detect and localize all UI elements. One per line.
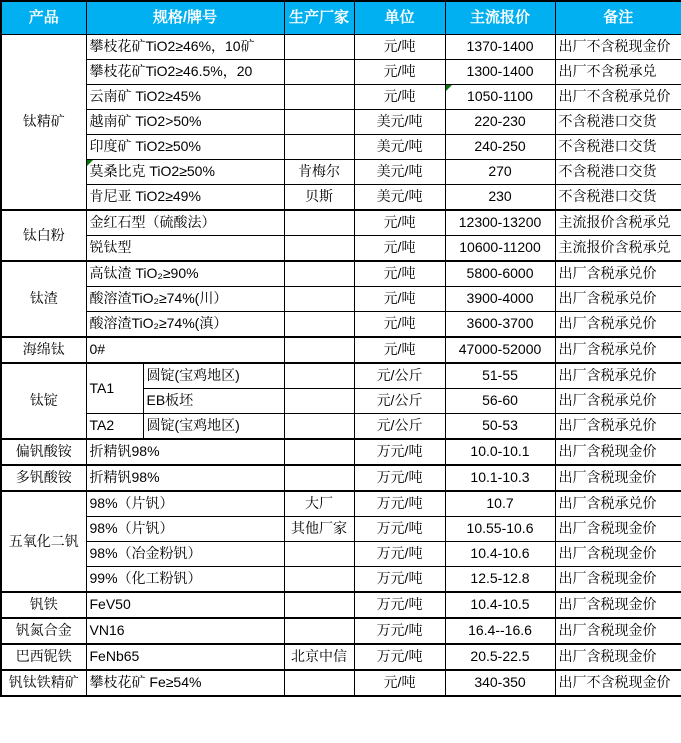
unit-cell: 元/吨 (354, 60, 445, 85)
unit-cell: 万元/吨 (354, 465, 445, 491)
manufacturer-cell (284, 236, 354, 262)
price-cell: 10.7 (445, 491, 555, 517)
price-cell: 1370-1400 (445, 35, 555, 60)
product-cell: 钒铁 (1, 592, 86, 618)
price-cell: 240-250 (445, 135, 555, 160)
manufacturer-cell (284, 542, 354, 567)
note-cell: 出厂含税承兑价 (555, 491, 681, 517)
note-cell: 出厂含税现金价 (555, 592, 681, 618)
price-cell: 230 (445, 185, 555, 211)
price-cell: 20.5-22.5 (445, 644, 555, 670)
table-row (1, 644, 681, 670)
unit-cell: 元/公斤 (354, 389, 445, 414)
note-cell: 不含税港口交货 (555, 135, 681, 160)
table-row (1, 517, 681, 542)
unit-cell: 万元/吨 (354, 644, 445, 670)
spec-cell: 0# (86, 337, 284, 363)
manufacturer-cell (284, 389, 354, 414)
unit-cell: 元/吨 (354, 261, 445, 287)
note-cell: 主流报价含税承兑 (555, 210, 681, 236)
product-cell: 海绵钛 (1, 337, 86, 363)
product-cell: 钛白粉 (1, 210, 86, 261)
manufacturer-cell: 大厂 (284, 491, 354, 517)
unit-cell: 元/吨 (354, 35, 445, 60)
spec-cell: 金红石型（硫酸法） (86, 210, 284, 236)
table-row (1, 185, 681, 211)
price-cell: 10.4-10.5 (445, 592, 555, 618)
manufacturer-cell (284, 465, 354, 491)
unit-cell: 元/吨 (354, 287, 445, 312)
spec-cell: 莫桑比克 TiO2≥50% (86, 160, 284, 185)
manufacturer-cell: 肯梅尔 (284, 160, 354, 185)
spec-cell: EB板坯 (143, 389, 284, 414)
note-cell: 出厂含税现金价 (555, 618, 681, 644)
table-row (1, 465, 681, 491)
note-cell: 出厂含税现金价 (555, 517, 681, 542)
table-row (1, 567, 681, 593)
col-header-unit: 单位 (354, 1, 445, 35)
note-cell: 出厂含税承兑价 (555, 389, 681, 414)
spec-cell: 印度矿 TiO2≥50% (86, 135, 284, 160)
table-row (1, 414, 681, 440)
unit-cell: 美元/吨 (354, 110, 445, 135)
manufacturer-cell (284, 439, 354, 465)
price-cell: 270 (445, 160, 555, 185)
price-cell: 10.55-10.6 (445, 517, 555, 542)
note-cell: 出厂含税承兑价 (555, 312, 681, 338)
table-row (1, 312, 681, 338)
product-cell: 五氧化二钒 (1, 491, 86, 592)
price-cell: 1050-1100 (445, 85, 555, 110)
unit-cell: 万元/吨 (354, 592, 445, 618)
product-cell: 钒氮合金 (1, 618, 86, 644)
unit-cell: 元/吨 (354, 670, 445, 696)
spec-cell: 酸溶渣TiO₂≥74%(滇） (86, 312, 284, 338)
price-cell: 10.0-10.1 (445, 439, 555, 465)
spec-cell: 98%（片钒） (86, 517, 284, 542)
table-row (1, 670, 681, 696)
manufacturer-cell (284, 567, 354, 593)
table-row (1, 85, 681, 110)
manufacturer-cell (284, 35, 354, 60)
table-row (1, 60, 681, 85)
price-cell: 220-230 (445, 110, 555, 135)
note-cell: 主流报价含税承兑 (555, 236, 681, 262)
spec-cell: 99%（化工粉钒） (86, 567, 284, 593)
table-row (1, 337, 681, 363)
note-cell: 出厂含税现金价 (555, 439, 681, 465)
spec-cell: 折精钒98% (86, 465, 284, 491)
manufacturer-cell (284, 60, 354, 85)
note-cell: 出厂含税承兑价 (555, 337, 681, 363)
spec-cell: FeNb65 (86, 644, 284, 670)
table-row (1, 210, 681, 236)
note-cell: 出厂不含税现金价 (555, 670, 681, 696)
note-cell: 出厂含税现金价 (555, 542, 681, 567)
manufacturer-cell (284, 110, 354, 135)
table-body (1, 35, 681, 697)
table-row (1, 160, 681, 185)
table-row (1, 110, 681, 135)
col-header-note: 备注 (555, 1, 681, 35)
spec-cell: 越南矿 TiO2>50% (86, 110, 284, 135)
manufacturer-cell (284, 85, 354, 110)
spec-cell: 肯尼亚 TiO2≥49% (86, 185, 284, 211)
manufacturer-cell (284, 670, 354, 696)
price-cell: 12300-13200 (445, 210, 555, 236)
spec-cell: 攀枝花矿 Fe≥54% (86, 670, 284, 696)
table-row (1, 287, 681, 312)
spec-cell: 圆锭(宝鸡地区) (143, 363, 284, 389)
manufacturer-cell: 其他厂家 (284, 517, 354, 542)
note-cell: 出厂不含税现金价 (555, 35, 681, 60)
price-cell: 340-350 (445, 670, 555, 696)
header-row (1, 1, 681, 35)
unit-cell: 元/吨 (354, 210, 445, 236)
col-header-manufacturer: 生产厂家 (284, 1, 354, 35)
col-header-spec: 规格/牌号 (86, 1, 284, 35)
manufacturer-cell (284, 414, 354, 440)
spec-cell: 高钛渣 TiO₂≥90% (86, 261, 284, 287)
table-row (1, 542, 681, 567)
note-cell: 不含税港口交货 (555, 185, 681, 211)
unit-cell: 元/公斤 (354, 414, 445, 440)
table-row (1, 592, 681, 618)
note-cell: 出厂含税承兑价 (555, 363, 681, 389)
table-row (1, 363, 681, 389)
product-cell: 偏钒酸铵 (1, 439, 86, 465)
product-cell: 钛锭 (1, 363, 86, 439)
spec-cell: VN16 (86, 618, 284, 644)
product-cell: 钛精矿 (1, 35, 86, 211)
table-row (1, 236, 681, 262)
spec-cell: FeV50 (86, 592, 284, 618)
spec-cell: 圆锭(宝鸡地区) (143, 414, 284, 440)
unit-cell: 元/吨 (354, 236, 445, 262)
price-cell: 16.4--16.6 (445, 618, 555, 644)
product-cell: 多钒酸铵 (1, 465, 86, 491)
unit-cell: 美元/吨 (354, 185, 445, 211)
price-cell: 1300-1400 (445, 60, 555, 85)
price-cell: 10.4-10.6 (445, 542, 555, 567)
manufacturer-cell (284, 210, 354, 236)
table-row (1, 135, 681, 160)
col-header-price: 主流报价 (445, 1, 555, 35)
unit-cell: 元/公斤 (354, 363, 445, 389)
unit-cell: 美元/吨 (354, 135, 445, 160)
unit-cell: 元/吨 (354, 312, 445, 338)
price-cell: 12.5-12.8 (445, 567, 555, 593)
unit-cell: 万元/吨 (354, 618, 445, 644)
note-cell: 不含税港口交货 (555, 110, 681, 135)
table-row (1, 439, 681, 465)
spec-cell: 攀枝花矿TiO2≥46.5%，20 (86, 60, 284, 85)
price-cell: 10.1-10.3 (445, 465, 555, 491)
manufacturer-cell: 贝斯 (284, 185, 354, 211)
price-cell: 3600-3700 (445, 312, 555, 338)
manufacturer-cell (284, 287, 354, 312)
spec-cell: 98%（片钒） (86, 491, 284, 517)
unit-cell: 万元/吨 (354, 439, 445, 465)
product-cell: 钒钛铁精矿 (1, 670, 86, 696)
table-row (1, 35, 681, 60)
manufacturer-cell: 北京中信 (284, 644, 354, 670)
table-row (1, 618, 681, 644)
price-cell: 51-55 (445, 363, 555, 389)
grade-cell: TA2 (86, 414, 143, 440)
note-cell: 出厂含税现金价 (555, 567, 681, 593)
spec-cell: 攀枝花矿TiO2≥46%，10矿 (86, 35, 284, 60)
price-cell: 47000-52000 (445, 337, 555, 363)
manufacturer-cell (284, 618, 354, 644)
spec-cell: 锐钛型 (86, 236, 284, 262)
unit-cell: 美元/吨 (354, 160, 445, 185)
manufacturer-cell (284, 261, 354, 287)
price-cell: 56-60 (445, 389, 555, 414)
note-cell: 不含税港口交货 (555, 160, 681, 185)
manufacturer-cell (284, 363, 354, 389)
manufacturer-cell (284, 135, 354, 160)
price-cell: 5800-6000 (445, 261, 555, 287)
note-cell: 出厂不含税承兑 (555, 60, 681, 85)
product-cell: 巴西铌铁 (1, 644, 86, 670)
note-cell: 出厂含税承兑价 (555, 261, 681, 287)
product-cell: 钛渣 (1, 261, 86, 337)
note-cell: 出厂含税承兑价 (555, 287, 681, 312)
manufacturer-cell (284, 337, 354, 363)
manufacturer-cell (284, 312, 354, 338)
grade-cell: TA1 (86, 363, 143, 414)
note-cell: 出厂含税现金价 (555, 644, 681, 670)
unit-cell: 元/吨 (354, 337, 445, 363)
spec-cell: 98%（冶金粉钒） (86, 542, 284, 567)
note-cell: 出厂含税现金价 (555, 465, 681, 491)
price-cell: 50-53 (445, 414, 555, 440)
table-row (1, 491, 681, 517)
unit-cell: 万元/吨 (354, 517, 445, 542)
spec-cell: 云南矿 TiO2≥45% (86, 85, 284, 110)
col-header-product: 产品 (1, 1, 86, 35)
price-cell: 10600-11200 (445, 236, 555, 262)
spec-cell: 酸溶渣TiO₂≥74%(川） (86, 287, 284, 312)
unit-cell: 万元/吨 (354, 542, 445, 567)
unit-cell: 万元/吨 (354, 567, 445, 593)
unit-cell: 万元/吨 (354, 491, 445, 517)
price-cell: 3900-4000 (445, 287, 555, 312)
manufacturer-cell (284, 592, 354, 618)
unit-cell: 元/吨 (354, 85, 445, 110)
note-cell: 出厂含税承兑价 (555, 414, 681, 440)
spec-cell: 折精钒98% (86, 439, 284, 465)
note-cell: 出厂不含税承兑价 (555, 85, 681, 110)
table-row (1, 261, 681, 287)
